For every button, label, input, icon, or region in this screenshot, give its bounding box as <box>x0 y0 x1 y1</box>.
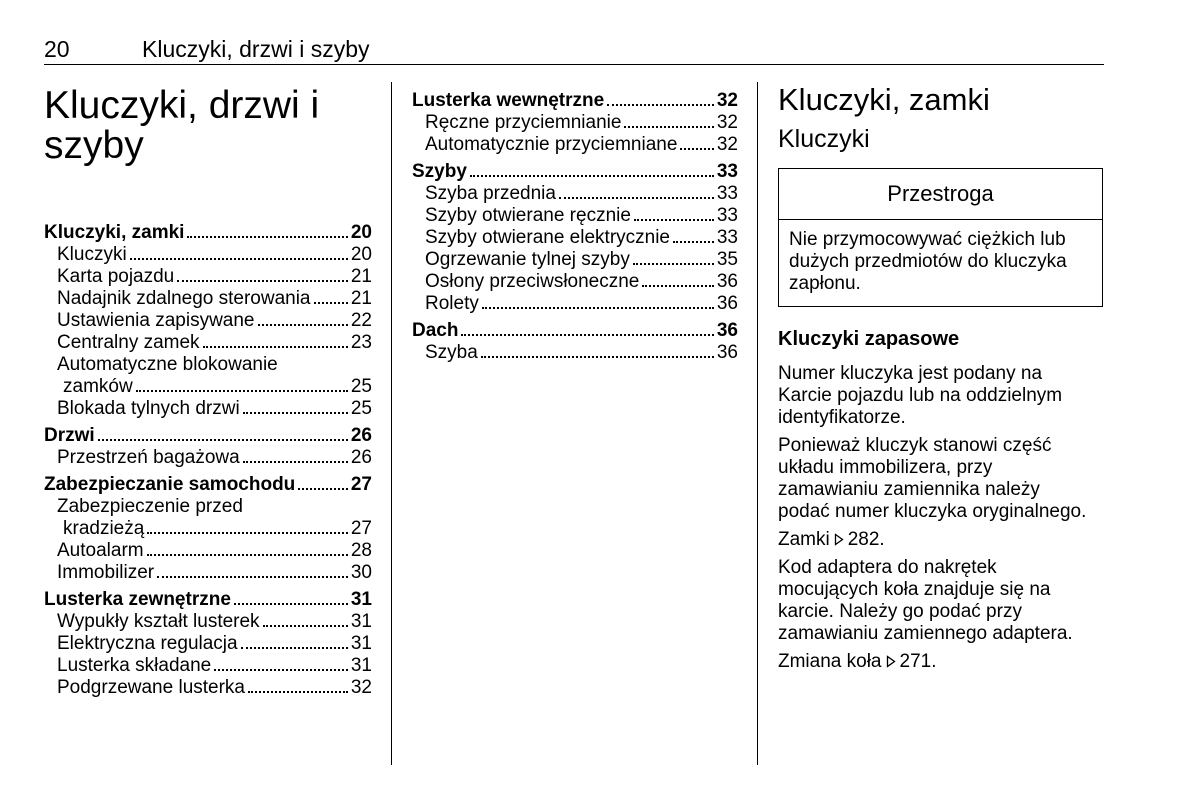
toc-entry-page: 23 <box>350 332 372 353</box>
toc-entry-label: Ręczne przyciemnianie <box>425 112 622 133</box>
toc-entry[interactable] <box>44 496 372 518</box>
toc-entry-page: 26 <box>350 425 372 446</box>
page-reference-arrow-icon <box>834 533 844 546</box>
caution-box <box>778 168 1103 307</box>
toc-chapter-entry[interactable] <box>44 474 372 496</box>
dot-leader <box>642 285 713 287</box>
toc-entry-page: 33 <box>716 205 738 226</box>
dot-leader <box>136 390 348 392</box>
toc-entry-page: 31 <box>350 589 372 610</box>
toc-entry[interactable] <box>44 677 372 699</box>
toc-entry-page: 20 <box>350 222 372 243</box>
dot-leader <box>673 241 714 243</box>
dot-leader <box>461 334 713 336</box>
toc-entry-page: 27 <box>350 518 372 539</box>
toc-entry-page: 36 <box>716 293 738 314</box>
toc-entry[interactable] <box>44 266 372 288</box>
toc-entry[interactable] <box>412 271 738 293</box>
toc-entry-page: 33 <box>716 227 738 248</box>
toc-entry-page: 27 <box>350 474 372 495</box>
toc-entry-page: 32 <box>716 134 738 155</box>
toc-entry-label: Autoalarm <box>57 540 144 561</box>
toc-entry-label: Automatycznie przyciemniane <box>425 134 678 155</box>
toc-entry-label: Blokada tylnych drzwi <box>57 398 240 419</box>
page-reference-arrow-icon <box>886 655 896 668</box>
dot-leader <box>481 356 714 358</box>
toc-entry[interactable] <box>412 249 738 271</box>
dot-leader <box>214 669 348 671</box>
toc-entry[interactable] <box>44 447 372 469</box>
toc-entry-label: Lusterka wewnętrzne <box>412 90 605 111</box>
toc-entry-page: 31 <box>350 611 372 632</box>
toc-entry-label: Immobilizer <box>57 562 155 583</box>
toc-entry[interactable] <box>44 332 372 354</box>
toc-entry-label: Karta pojazdu <box>57 266 175 287</box>
toc-chapter-entry[interactable] <box>412 161 738 183</box>
toc-entry-label: Lusterka zewnętrzne <box>44 589 231 610</box>
toc-entry[interactable] <box>44 518 372 540</box>
toc-entry-page: 26 <box>350 447 372 468</box>
dot-leader <box>203 346 348 348</box>
dot-leader <box>147 554 348 556</box>
dot-leader <box>633 263 714 265</box>
dot-leader <box>470 175 714 177</box>
dot-leader <box>147 532 348 534</box>
dot-leader <box>98 439 348 441</box>
running-title: Kluczyki, drzwi i szyby <box>142 36 370 62</box>
caution-text: Nie przymocowywać ciężkich lub dużych przedmiotów do kluczyka zapłonu. <box>789 229 1067 294</box>
toc-entry-label: Zabezpieczenie przed <box>57 496 243 517</box>
dot-leader <box>130 258 348 260</box>
toc-entry[interactable] <box>412 205 738 227</box>
dot-leader <box>243 412 348 414</box>
toc-group <box>44 589 372 699</box>
toc-entry-label: Ogrzewanie tylnej szyby <box>425 249 630 270</box>
toc-chapter-entry[interactable] <box>44 425 372 447</box>
toc-entry-label: Nadajnik zdalnego sterowania <box>57 288 311 309</box>
toc-entry-label: Szyba przednia <box>425 183 556 204</box>
page-number: 20 <box>44 36 70 62</box>
cross-reference-locks[interactable]: Zamki 282. <box>778 529 885 550</box>
paragraph: Numer kluczyka jest podany na Karcie pojazdu lub na oddzielnym identyfikatorze. <box>778 363 1063 428</box>
toc-entry[interactable] <box>44 354 372 376</box>
toc-entry[interactable] <box>412 293 738 315</box>
toc-entry-label: Osłony przeciwsłoneczne <box>425 271 640 292</box>
toc-entry-label: Drzwi <box>44 425 95 446</box>
content-column <box>778 82 1104 679</box>
toc-entry-label: kradzieżą <box>63 518 145 539</box>
table-of-contents <box>44 222 372 699</box>
toc-entry-page: 36 <box>716 342 738 363</box>
toc-entry-label: Wypukły kształt lusterek <box>57 611 260 632</box>
dot-leader <box>559 197 714 199</box>
toc-entry-page: 32 <box>350 677 372 698</box>
toc-entry[interactable] <box>44 562 372 584</box>
toc-entry-label: zamków <box>63 376 133 397</box>
toc-entry[interactable] <box>412 342 738 364</box>
toc-entry-label: Ustawienia zapisywane <box>57 310 255 331</box>
toc-entry[interactable] <box>412 183 738 205</box>
toc-entry-page: 36 <box>716 271 738 292</box>
toc-entry-page: 33 <box>716 161 738 182</box>
toc-entry-page: 36 <box>716 320 738 341</box>
toc-entry[interactable] <box>412 134 738 156</box>
toc-entry-label: Szyby otwierane elektrycznie <box>425 227 670 248</box>
subsection-title: Kluczyki <box>778 125 870 153</box>
toc-entry[interactable] <box>44 398 372 420</box>
dot-leader <box>187 236 347 238</box>
chapter-title: Kluczyki, drzwi i szyby <box>44 84 320 167</box>
toc-entry-label: Szyby otwierane ręcznie <box>425 205 631 226</box>
toc-entry-page: 28 <box>350 540 372 561</box>
dot-leader <box>263 625 348 627</box>
dot-leader <box>248 691 348 693</box>
toc-entry-label: Szyba <box>425 342 478 363</box>
toc-group <box>412 90 738 156</box>
toc-group <box>44 425 372 469</box>
toc-chapter-entry[interactable] <box>44 222 372 244</box>
dot-leader <box>234 603 348 605</box>
page-header <box>44 34 1104 65</box>
toc-entry-label: Kluczyki <box>57 244 127 265</box>
toc-entry[interactable] <box>44 540 372 562</box>
dot-leader <box>607 104 714 106</box>
toc-entry-page: 33 <box>716 183 738 204</box>
toc-entry-label: Lusterka składane <box>57 655 212 676</box>
dot-leader <box>177 280 348 282</box>
toc-entry-page: 22 <box>350 310 372 331</box>
section-title: Kluczyki, zamki <box>778 82 990 117</box>
toc-entry-label: Podgrzewane lusterka <box>57 677 245 698</box>
toc-entry-page: 32 <box>716 112 738 133</box>
toc-chapter-entry[interactable] <box>412 90 738 112</box>
toc-column-1 <box>44 82 372 704</box>
toc-entry-label: Szyby <box>412 161 467 182</box>
dot-leader <box>680 148 713 150</box>
paragraph: Ponieważ kluczyk stanowi część układu immobilizera, przy zamawianiu zamiennika należy podać numer kluczyka oryginalnego. <box>778 435 1087 522</box>
toc-group <box>44 222 372 420</box>
paragraph: Kod adaptera do nakrętek mocujących koła znajduje się na karcie. Należy go podać przy zamawianiu zamiennego adaptera. <box>778 557 1073 644</box>
toc-entry[interactable] <box>412 227 738 249</box>
toc-entry-label: Dach <box>412 320 459 341</box>
toc-entry-page: 21 <box>350 288 372 309</box>
toc-entry[interactable] <box>44 655 372 677</box>
toc-entry-page: 25 <box>350 398 372 419</box>
toc-entry-label: Centralny zamek <box>57 332 200 353</box>
spare-keys-heading: Kluczyki zapasowe <box>778 328 960 350</box>
toc-entry[interactable] <box>44 288 372 310</box>
dot-leader <box>624 126 713 128</box>
toc-group <box>412 161 738 315</box>
toc-chapter-entry[interactable] <box>44 589 372 611</box>
toc-entry[interactable] <box>44 310 372 332</box>
toc-entry[interactable] <box>44 611 372 633</box>
toc-group <box>412 320 738 364</box>
toc-chapter-entry[interactable] <box>412 320 738 342</box>
toc-entry-page: 25 <box>350 376 372 397</box>
dot-leader <box>482 307 714 309</box>
dot-leader <box>314 302 348 304</box>
toc-entry-label: Rolety <box>425 293 479 314</box>
toc-entry[interactable] <box>44 376 372 398</box>
caution-heading: Przestroga <box>779 169 1102 220</box>
toc-group <box>44 474 372 584</box>
cross-reference-wheel-change[interactable]: Zmiana koła 271. <box>778 651 937 672</box>
toc-entry-label: Elektryczna regulacja <box>57 633 238 654</box>
toc-entry-page: 21 <box>350 266 372 287</box>
dot-leader <box>258 324 348 326</box>
toc-entry-label: Zabezpieczanie samochodu <box>44 474 296 495</box>
toc-entry-page: 31 <box>350 633 372 654</box>
toc-entry-page: 30 <box>350 562 372 583</box>
toc-entry-page: 31 <box>350 655 372 676</box>
dot-leader <box>243 461 348 463</box>
toc-entry-page: 20 <box>350 244 372 265</box>
table-of-contents-continued <box>412 90 738 364</box>
toc-entry-page: 35 <box>716 249 738 270</box>
toc-entry[interactable] <box>44 633 372 655</box>
toc-column-2 <box>412 82 738 369</box>
dot-leader <box>157 576 348 578</box>
toc-entry-page: 32 <box>716 90 738 111</box>
column-divider <box>391 82 392 765</box>
dot-leader <box>634 219 714 221</box>
toc-entry[interactable] <box>412 112 738 134</box>
toc-entry-label: Kluczyki, zamki <box>44 222 185 243</box>
dot-leader <box>298 488 348 490</box>
column-divider <box>757 82 758 765</box>
toc-entry-label: Przestrzeń bagażowa <box>57 447 240 468</box>
toc-entry[interactable] <box>44 244 372 266</box>
dot-leader <box>241 647 348 649</box>
toc-entry-label: Automatyczne blokowanie <box>57 354 278 375</box>
